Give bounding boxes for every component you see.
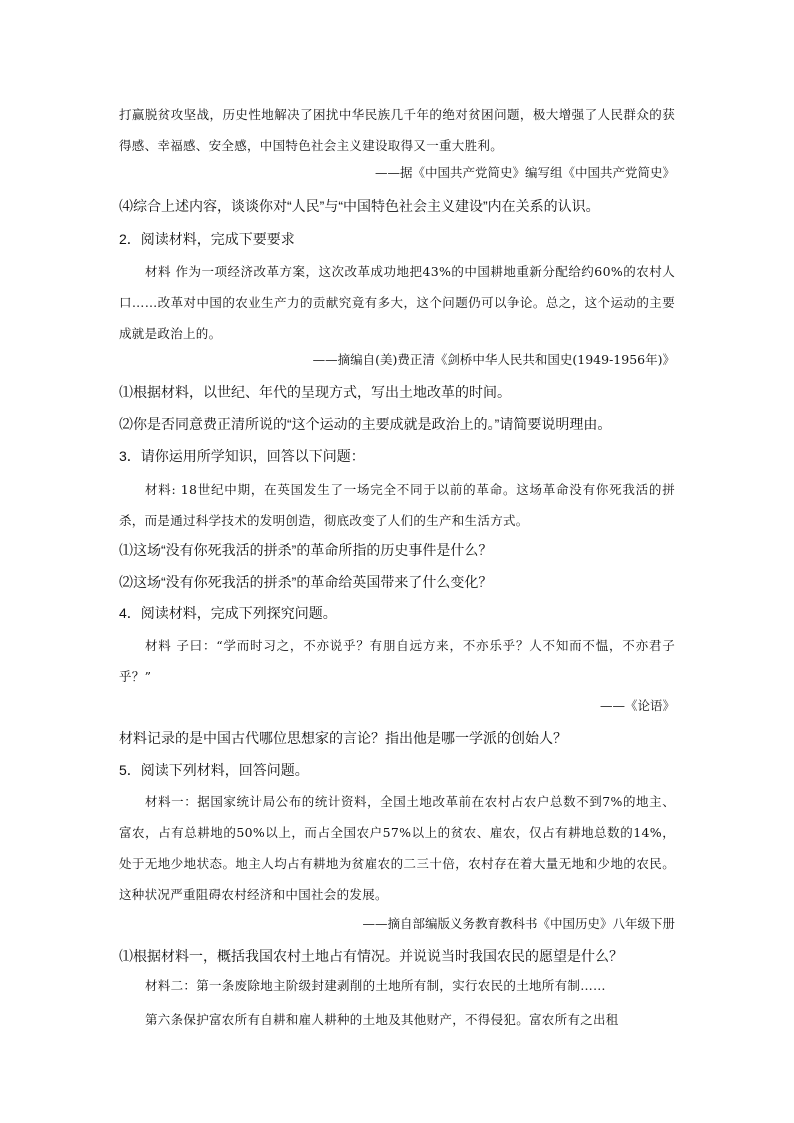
question-4: ⑷综合上述内容，谈谈你对“人民”与“中国特色社会主义建设”内在关系的认识。 [119,198,600,214]
question-5-material-1: 材料一：据国家统计局公布的统计资料，全国土地改革前在农村占农户总数不到7%的地主、富农，占有总耕地的50%以上，而占全国农户57%以上的贫农、雇农，仅占有耕地总数的14%，处于无地少地状态。地主人均占有耕地为贫雇农的二三十倍，农村存在着大量无地和少地的农民。这种状况严重阻碍农村经济和中国社会的发展。 [119,794,675,902]
question-2-sub-2: ⑵你是否同意费正清所说的“这个运动的主要成就是政治上的。”请简要说明理由。 [119,416,612,432]
question-2-heading: 2．阅读材料，完成下要要求 [119,231,295,247]
question-4-material: 材料 子曰：“学而时习之，不亦说乎？有朋自远方来，不亦乐乎？人不知而不愠，不亦君子乎？” [119,638,675,684]
question-3-heading: 3．请你运用所学知识，回答以下问题： [119,448,365,464]
question-4-question: 材料记录的是中国古代哪位思想家的言论？指出他是哪一学派的创始人？ [119,730,567,746]
question-5-material-2-line-2: 第六条保护富农所有自耕和雇人耕种的土地及其他财产，不得侵犯。富农所有之出租 [145,1012,619,1027]
question-2-source: ——摘编自(美)费正清《剑桥中华人民共和国史(1949-1956年)》 [312,352,675,367]
question-2-sub-1: ⑴根据材料，以世纪、年代的呈现方式，写出土地改革的时间。 [119,384,511,400]
question-5-source-1: ——摘自部编版义务教育教科书《中国历史》八年级下册 [362,916,675,931]
question-3-sub-2: ⑵这场“没有你死我活的拼杀”的革命给英国带来了什么变化？ [119,574,493,590]
material-paragraph: 打赢脱贫攻坚战，历史性地解决了困扰中华民族几千年的绝对贫困问题，极大增强了人民群众的获得感、幸福感、安全感，中国特色社会主义建设取得又一重大胜利。 [119,107,675,153]
question-3-sub-1: ⑴这场“没有你死我活的拼杀”的革命所指的历史事件是什么？ [119,542,493,558]
material-source: ——据《中国共产党简史》编写组《中国共产党简史》 [374,165,675,180]
question-5-material-2-line-1: 材料二：第一条废除地主阶级封建剥削的土地所有制，实行农民的土地所有制…… [145,978,606,993]
question-4-source: ——《论语》 [599,698,675,713]
question-3-material: 材料: 18世纪中期，在英国发生了一场完全不同于以前的革命。这场革命没有你死我活的拼杀，而是通过科学技术的发明创造，彻底改变了人们的生产和生活方式。 [119,482,675,528]
question-5-heading: 5．阅读下列材料，回答问题。 [119,762,309,778]
question-4-heading: 4．阅读材料，完成下列探究问题。 [119,605,337,621]
question-2-material: 材料 作为一项经济改革方案，这次改革成功地把43%的中国耕地重新分配给约60%的农村人口……改革对中国的农业生产力的贡献究竟有多大，这个问题仍可以争论。总之，这个运动的主要成就是政治上的。 [119,264,675,341]
question-5-sub-1: ⑴根据材料一，概括我国农村土地占有情况。并说说当时我国农民的愿望是什么？ [119,948,623,964]
